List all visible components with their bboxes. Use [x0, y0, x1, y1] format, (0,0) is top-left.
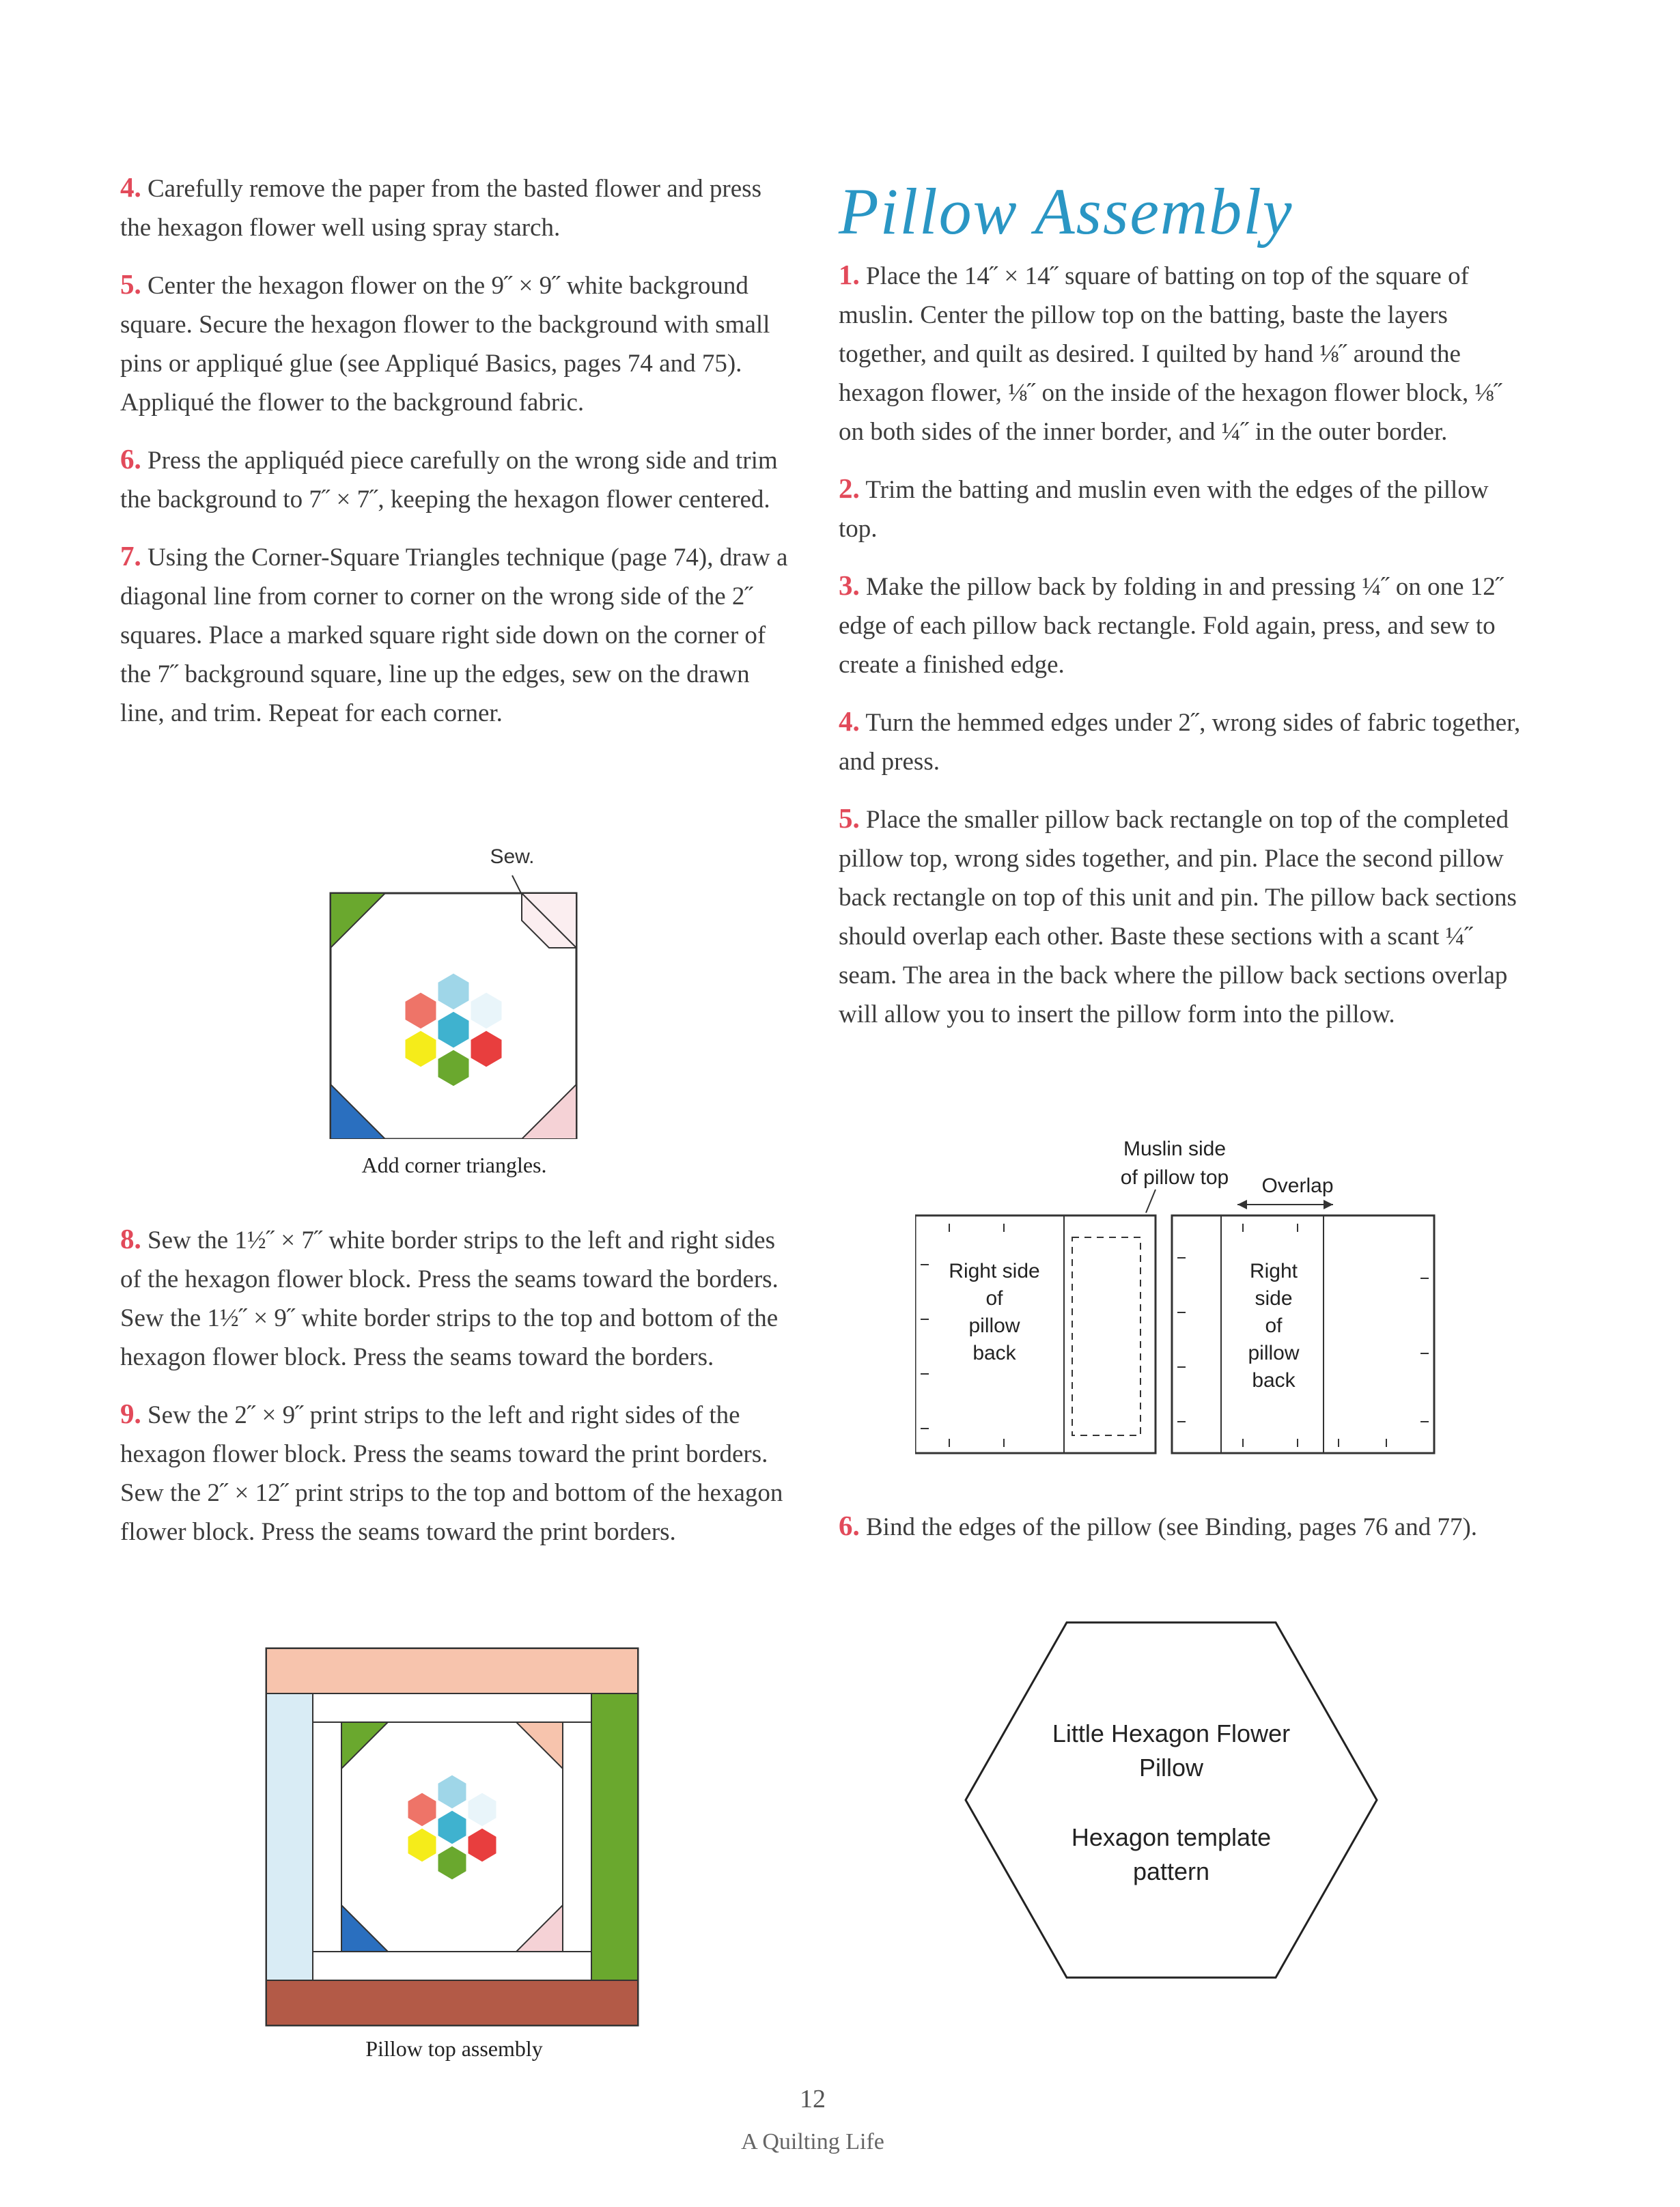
assembly-step-6: 6. Bind the edges of the pillow (see Binding, pages 76 and 77).	[839, 1510, 1478, 1541]
sew-label: Sew.	[490, 845, 535, 868]
hexagon-light-blue	[437, 1774, 467, 1810]
sew-pointer-line	[512, 875, 522, 895]
hexagon-teal	[437, 1011, 470, 1049]
hexagon-green	[437, 1845, 467, 1881]
hexagon-pale	[470, 992, 503, 1030]
hexagon-salmon	[407, 1792, 437, 1827]
hexagon-green	[437, 1049, 470, 1087]
step-7: 7. Using the Corner-Square Triangles technique (page 74), draw a diagonal line from corner to corner on the wrong side of the 2˝ squares. Place a marked square right side down on the corner of the 7˝ background square, line up the edges, sew on the drawn line, and trim. Repeat for each corner.	[120, 540, 788, 727]
assembly-step-2: 2. Trim the batting and muslin even with the edges of the pillow top.	[839, 473, 1489, 543]
left-column-lower	[120, 1220, 789, 1569]
left-back-label: Right side of pillow back	[949, 1260, 1040, 1364]
right-back-label: Right side of pillow back	[1248, 1260, 1300, 1392]
right-column-lower	[839, 1506, 1522, 1564]
left-white-border	[313, 1722, 341, 1952]
step-6: 6. Press the appliquéd piece carefully on the wrong side and trim the background to 7˝ × 7˝, keeping the hexagon flower centered.	[120, 443, 778, 514]
step-9: 9. Sew the 2˝ × 9˝ print strips to the left and right sides of the hexagon flower block. Press the seams toward the print borders. Sew the 2˝ × 12˝ print strips to the top and bottom of the hexagon flower block. Press the seams toward the print borders.	[120, 1398, 783, 1546]
overlap-label: Overlap	[1261, 1175, 1334, 1197]
assembly-step-5: 5. Place the smaller pillow back rectangle on top of the completed pillow top, wrong sides together, and pin. Place the second pillow back rectangle on top of this unit and pin. The pillow back sections should overlap each other. Baste these sections with a scant ¼˝ seam. The area in the back where the pillow back sections overlap will allow you to insert the pillow form into the pillow.	[839, 802, 1517, 1028]
hexagon-yellow	[404, 1030, 437, 1068]
pillow-back-diagram	[915, 1128, 1461, 1456]
hexagon-pale	[467, 1792, 497, 1827]
hexagon-salmon	[404, 992, 437, 1030]
muslin-label: Muslin side of pillow top	[1120, 1138, 1229, 1189]
bottom-print-border	[266, 1980, 638, 2025]
fig1-caption: Add corner triangles.	[361, 1153, 547, 1177]
hexagon-red	[467, 1827, 497, 1863]
top-print-border	[266, 1648, 638, 1693]
step-5: 5. Center the hexagon flower on the 9˝ × 9˝ white background square. Secure the hexagon flower to the background with small pins or appliqué glue (see Appliqué Basics, pages 74 and 75). Appliqué the flower to the background fabric.	[120, 268, 770, 417]
right-print-border	[591, 1693, 638, 1980]
bottom-white-border	[313, 1952, 591, 1980]
right-column	[839, 171, 1522, 1052]
assembly-step-4: 4. Turn the hemmed edges under 2˝, wrong sides of fabric together, and press.	[839, 705, 1521, 776]
corner-triangles-figure	[321, 866, 587, 1139]
assembly-step-1: 1. Place the 14˝ × 14˝ square of batting on top of the square of muslin. Center the pillow top on the batting, baste the layers together, and quilt as desired. I quilted by hand ⅛˝ around the hexagon flower, ⅛˝ on the inside of the hexagon flower block, ⅛˝ on both sides of the inner border, and ¼˝ in the outer border.	[839, 259, 1502, 446]
page-number: 12	[800, 2085, 826, 2113]
spacer	[1004, 1785, 1339, 1821]
hexagon-teal	[437, 1810, 467, 1845]
section-heading: Pillow Assembly	[839, 175, 1293, 248]
right-white-border	[563, 1722, 591, 1952]
top-white-border	[313, 1693, 591, 1722]
hexagon-template-label: Little Hexagon Flower Pillow Hexagon template pattern	[1004, 1717, 1339, 1889]
step-8: 8. Sew the 1½˝ × 7˝ white border strips to the left and right sides of the hexagon flower block. Press the seams toward the borders. Sew the 1½˝ × 9˝ white border strips to the top and bottom of the hexagon flower block. Press the seams toward the borders.	[120, 1223, 779, 1371]
fig2-caption: Pillow top assembly	[365, 2036, 543, 2061]
hexagon-light-blue	[437, 972, 470, 1011]
hexagon-red	[470, 1030, 503, 1068]
step-4: 4. Carefully remove the paper from the basted flower and press the hexagon flower well using spray starch.	[120, 171, 761, 242]
book-title: A Quilting Life	[741, 2129, 884, 2154]
pillow-top-assembly-figure	[265, 1647, 641, 2029]
left-print-border	[266, 1693, 313, 1980]
overlap-arrowhead-right	[1324, 1200, 1333, 1209]
muslin-pointer	[1146, 1190, 1156, 1213]
assembly-step-3: 3. Make the pillow back by folding in and pressing ¼˝ on one 12˝ edge of each pillow back rectangle. Fold again, press, and sew to create a finished edge.	[839, 570, 1504, 679]
left-column	[120, 168, 789, 750]
overlap-arrowhead-left	[1237, 1200, 1247, 1209]
hexagon-yellow	[407, 1827, 437, 1863]
